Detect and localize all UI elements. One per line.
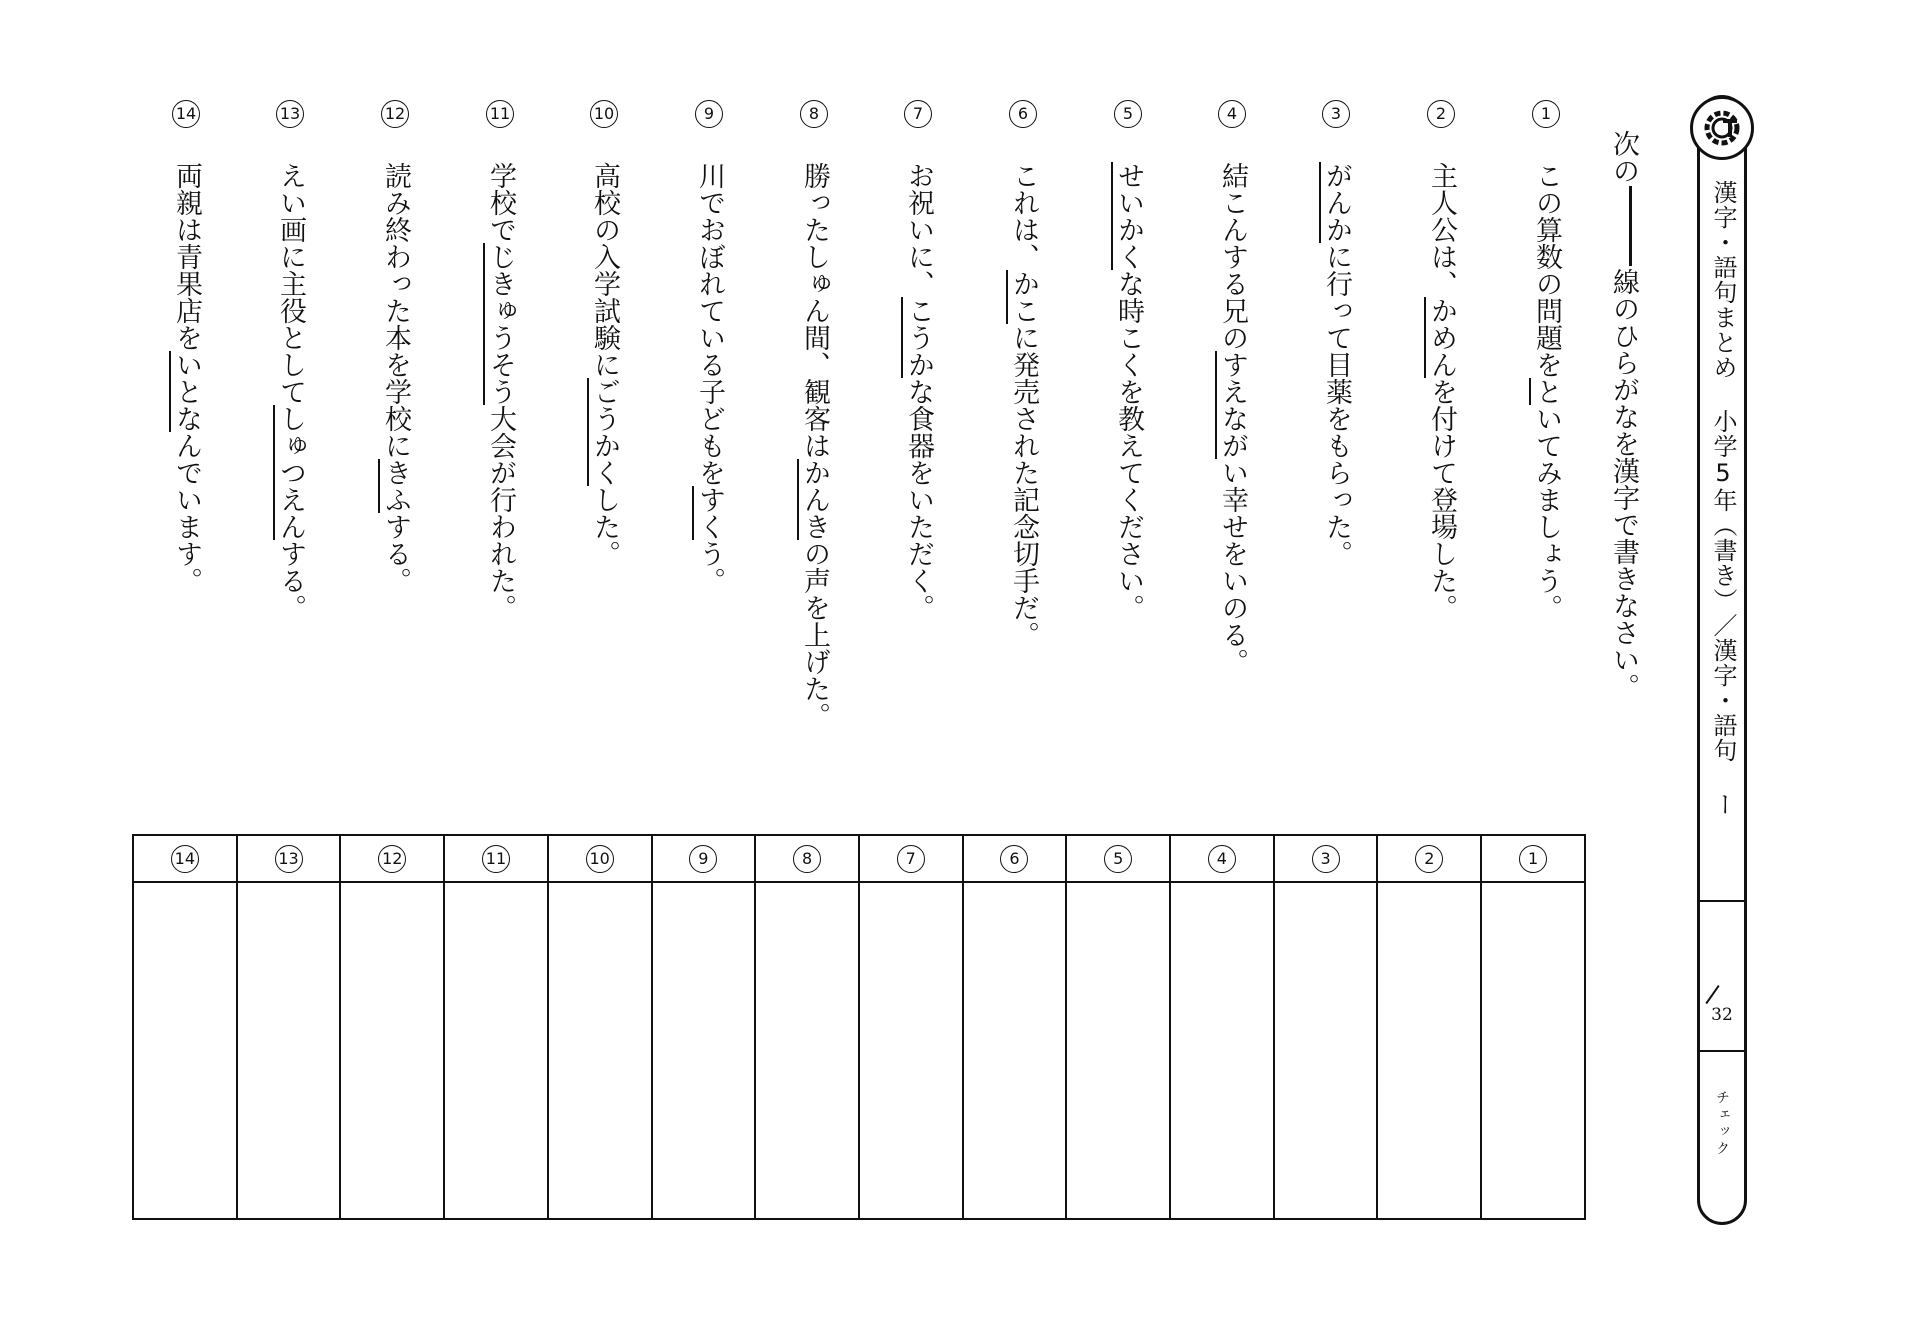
question-number: 5 <box>1114 100 1142 128</box>
answer-header-4: 4 <box>1170 835 1274 882</box>
question-text: これは、かこに発売された記念切手だ。 <box>1008 162 1039 648</box>
instruction <box>1603 130 1643 750</box>
answer-header-2: 2 <box>1377 835 1481 882</box>
question-number: 4 <box>1218 100 1246 128</box>
question-text: 川でおぼれている子どもをすくう。 <box>694 162 725 594</box>
question-number: 7 <box>904 100 932 128</box>
answer-cell-10[interactable] <box>548 882 652 1219</box>
answer-cell-1[interactable] <box>1481 882 1585 1219</box>
answer-cell-9[interactable] <box>652 882 756 1219</box>
answer-cell-2[interactable] <box>1377 882 1481 1219</box>
question-number: 11 <box>486 100 514 128</box>
target-reading: がんか <box>1321 162 1352 243</box>
gear-logo-icon <box>1693 99 1751 157</box>
target-reading: ごうかく <box>589 378 620 486</box>
answer-header-3: 3 <box>1274 835 1378 882</box>
answer-cell-6[interactable] <box>963 882 1067 1219</box>
worksheet-title: 漢字・語句まとめ 小学5年（書き）／漢字・語句 ー <box>1709 180 1737 817</box>
question-text: 学校でじきゅうそう大会が行われた。 <box>485 162 516 621</box>
question-number: 13 <box>276 100 304 128</box>
answer-header-13: 13 <box>237 835 341 882</box>
target-reading: じきゅうそう <box>485 243 516 405</box>
answer-header-6: 6 <box>963 835 1067 882</box>
target-reading: しゅつえん <box>275 405 306 540</box>
score-box <box>1700 985 1744 1035</box>
answer-header-11: 11 <box>444 835 548 882</box>
answer-header-1: 1 <box>1481 835 1585 882</box>
question-text: 主人公は、かめんを付けて登場した。 <box>1426 162 1457 621</box>
answer-cell-4[interactable] <box>1170 882 1274 1219</box>
answer-header-7: 7 <box>859 835 963 882</box>
answer-header-10: 10 <box>548 835 652 882</box>
answer-cell-7[interactable] <box>859 882 963 1219</box>
instruction-before: 次の <box>1608 130 1639 184</box>
question-number: 1 <box>1532 100 1560 128</box>
side-divider <box>1697 900 1747 902</box>
target-reading: すえなが <box>1217 351 1248 459</box>
target-reading: と <box>1531 378 1562 405</box>
target-reading: きふ <box>380 459 411 513</box>
question-text: がんかに行って目薬をもらった。 <box>1321 162 1352 567</box>
answer-header-12: 12 <box>340 835 444 882</box>
question-text: 両親は青果店をいとなんでいます。 <box>171 162 202 594</box>
question-text: 高校の入学試験にごうかくした。 <box>589 162 620 567</box>
target-reading: かこ <box>1008 270 1039 324</box>
answer-cell-5[interactable] <box>1066 882 1170 1219</box>
answer-cell-3[interactable] <box>1274 882 1378 1219</box>
answer-cell-13[interactable] <box>237 882 341 1219</box>
target-reading: かめん <box>1426 297 1457 378</box>
answer-grid-cells <box>133 882 1585 1219</box>
answer-header-9: 9 <box>652 835 756 882</box>
question-text: この算数の問題をといてみましょう。 <box>1531 162 1562 621</box>
question-text: 勝ったしゅん間、観客はかんきの声を上げた。 <box>799 162 830 729</box>
question-number: 9 <box>695 100 723 128</box>
question-text: 読み終わった本を学校にきふする。 <box>380 162 411 594</box>
instruction-after: 線のひらがなを漢字で書きなさい。 <box>1608 268 1639 700</box>
answer-cell-11[interactable] <box>444 882 548 1219</box>
target-reading: せいかく <box>1113 162 1144 270</box>
logo-badge <box>1690 96 1754 160</box>
side-divider <box>1697 1050 1747 1052</box>
question-number: 10 <box>590 100 618 128</box>
score-slash <box>1705 985 1719 1004</box>
underline-sample <box>1629 186 1632 266</box>
question-text: せいかくな時こくを教えてください。 <box>1113 162 1144 621</box>
question-number: 3 <box>1322 100 1350 128</box>
question-number: 8 <box>800 100 828 128</box>
answer-cell-14[interactable] <box>133 882 237 1219</box>
question-number: 6 <box>1009 100 1037 128</box>
answer-header-5: 5 <box>1066 835 1170 882</box>
target-reading: かんき <box>799 459 830 540</box>
answer-cell-8[interactable] <box>755 882 859 1219</box>
answer-grid-header <box>133 835 1585 882</box>
target-reading: いとな <box>171 351 202 432</box>
answer-grid <box>132 834 1586 1220</box>
question-number: 2 <box>1427 100 1455 128</box>
answer-cell-12[interactable] <box>340 882 444 1219</box>
question-text: えい画に主役としてしゅつえんする。 <box>275 162 306 621</box>
answer-header-8: 8 <box>755 835 859 882</box>
target-reading: こうか <box>903 297 934 378</box>
score-total: 32 <box>1711 1005 1733 1025</box>
question-text: お祝いに、こうかな食器をいただく。 <box>903 162 934 621</box>
target-reading: すく <box>694 486 725 540</box>
question-text: 結こんする兄のすえながい幸せをいのる。 <box>1217 162 1248 675</box>
check-label: チェック <box>1714 1090 1730 1158</box>
answer-header-14: 14 <box>133 835 237 882</box>
question-number: 12 <box>381 100 409 128</box>
question-number: 14 <box>172 100 200 128</box>
